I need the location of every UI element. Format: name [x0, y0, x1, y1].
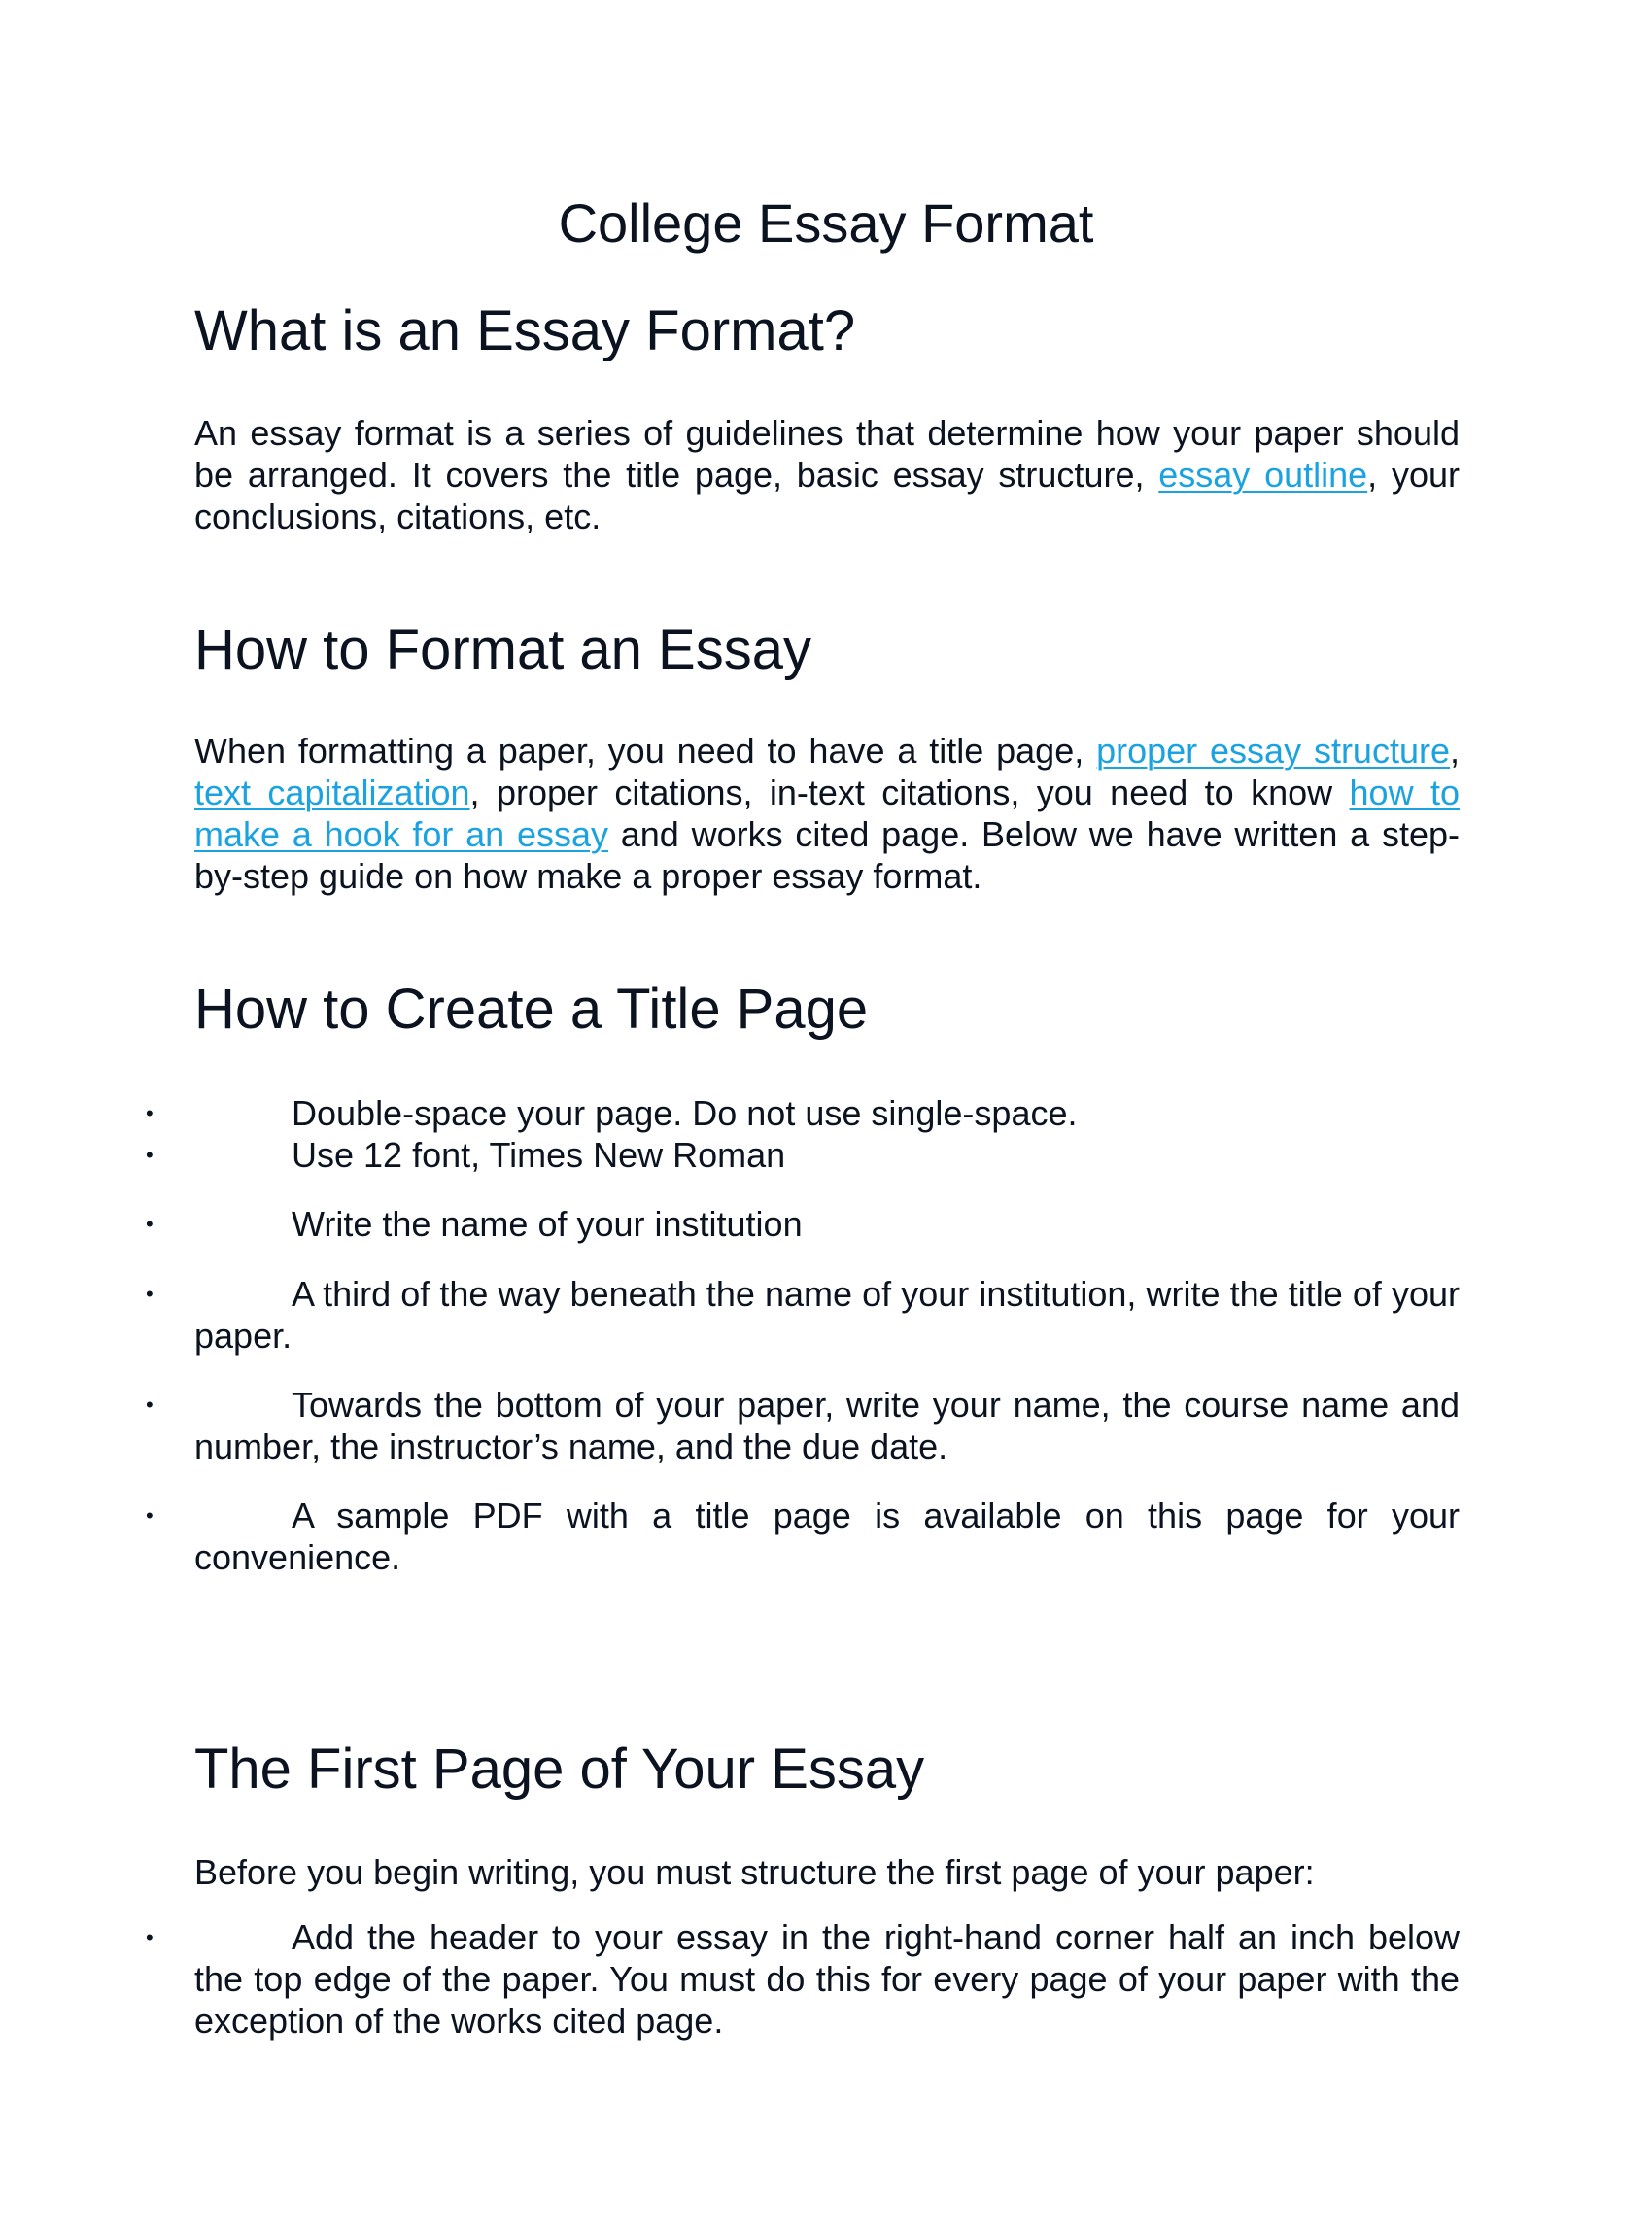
- proper-essay-structure-link[interactable]: proper essay structure: [1096, 731, 1450, 771]
- paragraph-text: , proper citations, in-text citations, you need to know: [469, 773, 1350, 812]
- section-paragraph-how-to-format: [194, 730, 1460, 897]
- paragraph-text: An essay format is a series of guidelines that determine how your paper should be arranged. It covers the title page, basic essay structure,: [194, 413, 1460, 495]
- list-item: Write the name of your institution: [292, 1204, 803, 1244]
- list-item: A sample PDF with a title page is available on this page for your convenience.: [194, 1496, 1460, 1577]
- section-heading-how-to-format: How to Format an Essay: [194, 618, 811, 681]
- paragraph-text: and works cited page. Below we have written a step-by-step guide on how make a proper essay format.: [194, 814, 1460, 896]
- list-item: Double-space your page. Do not use single-space.: [292, 1093, 1078, 1133]
- bullet-glyph: •: [146, 1282, 154, 1306]
- section-heading-title-page: How to Create a Title Page: [194, 978, 869, 1041]
- paragraph-text: , your conclusions, citations, etc.: [194, 455, 1460, 536]
- text-capitalization-link[interactable]: text capitalization: [194, 773, 470, 812]
- essay-outline-link[interactable]: essay outline: [1158, 455, 1368, 495]
- list-item: Use 12 font, Times New Roman: [292, 1135, 786, 1175]
- bullet-glyph: •: [146, 1503, 154, 1528]
- document-title: College Essay Format: [558, 192, 1094, 254]
- section-intro-first-page: Before you begin writing, you must structure the first page of your paper:: [194, 1852, 1315, 1892]
- bullet-glyph: •: [146, 1143, 154, 1167]
- bullet-glyph: •: [146, 1393, 154, 1417]
- list-item: Add the header to your essay in the right-hand corner half an inch below the top edge of the paper. You must do this for every page of your paper with the exception of the works cited page.: [194, 1917, 1460, 2041]
- bullet-glyph: •: [146, 1101, 154, 1125]
- section-heading-essay-format: What is an Essay Format?: [194, 299, 856, 362]
- paragraph-text: ,: [1450, 731, 1461, 771]
- section-paragraph-essay-format: [194, 412, 1460, 537]
- list-item: A third of the way beneath the name of your institution, write the title of your paper.: [194, 1274, 1460, 1356]
- list-item: Towards the bottom of your paper, write your name, the course name and number, the instructor’s name, and the due date.: [194, 1385, 1460, 1466]
- section-heading-first-page: The First Page of Your Essay: [194, 1737, 925, 1801]
- hook-for-essay-link[interactable]: how to make a hook for an essay: [194, 773, 1460, 854]
- paragraph-text: When formatting a paper, you need to have a title page,: [194, 731, 1097, 771]
- bullet-glyph: •: [146, 1925, 154, 1949]
- bullet-glyph: •: [146, 1212, 154, 1236]
